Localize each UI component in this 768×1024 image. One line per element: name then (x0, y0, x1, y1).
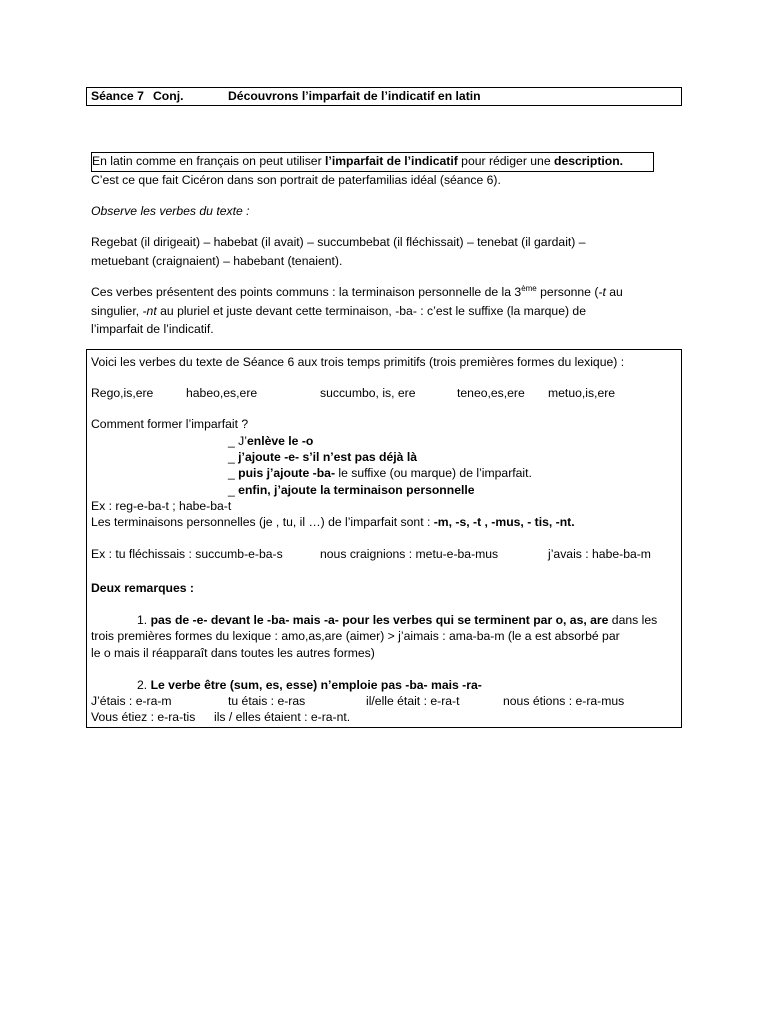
primitive-2: habeo,es,ere (186, 386, 258, 400)
etre-form-3: il/elle était : e-ra-t (366, 694, 460, 708)
example-1: Ex : reg-e-ba-t ; habe-ba-t (91, 499, 232, 513)
intro-line-1: En latin comme en français on peut utiliser l’imparfait de l’indicatif pour rédiger une description. (92, 154, 624, 168)
primitive-4: teneo,es,ere (457, 386, 525, 400)
common-line-2: singulier, -nt au pluriel et juste devant cette terminaison, -ba- : c’est le suffixe (la marque) de (91, 304, 586, 318)
step-2: _ j’ajoute -e- s’il n’est pas déjà là (228, 450, 417, 464)
common-line-3: l’imparfait de l’indicatif. (91, 322, 214, 336)
intro-line-2: C’est ce que fait Cicéron dans son portrait de paterfamilias idéal (séance 6). (91, 173, 501, 187)
remark-1-line-1: 1. pas de -e- devant le -ba- mais -a- pour les verbes qui se terminent par o, as, are dans les (137, 613, 658, 627)
page-title: Découvrons l’imparfait de l’indicatif en latin (228, 89, 481, 103)
step-4: _ enfin, j’ajoute la terminaison personnelle (228, 483, 475, 497)
lesson-box (86, 349, 682, 728)
etre-form-1: J’étais : e-ra-m (91, 694, 172, 708)
verbs-line-1: Regebat (il dirigeait) – habebat (il avait) – succumbebat (il fléchissait) – tenebat (il gardait) – (91, 235, 586, 249)
primitive-1: Rego,is,ere (91, 386, 154, 400)
primitive-intro: Voici les verbes du texte de Séance 6 aux trois temps primitifs (trois premières formes du lexique) : (91, 355, 625, 369)
subject-label: Conj. (153, 89, 184, 103)
etre-form-5: Vous étiez : e-ra-tis (91, 710, 196, 724)
verbs-line-2: metuebant (craignaient) – habebant (tenaient). (91, 254, 343, 268)
etre-form-4: nous étions : e-ra-mus (503, 694, 625, 708)
endings-line: Les terminaisons personnelles (je , tu, il …) de l’imparfait sont : -m, -s, -t , -mus, - tis, -nt. (91, 515, 575, 529)
remark-1-line-3: le o mais il réapparaît dans toutes les autres formes) (91, 646, 375, 660)
common-line-1: Ces verbes présentent des points communs : la terminaison personnelle de la 3ème personne (-t au (91, 284, 623, 299)
remarks-heading: Deux remarques : (91, 581, 194, 595)
step-1: _ J’enlève le -o (228, 434, 314, 448)
example-2a: Ex : tu fléchissais : succumb-e-ba-s (91, 547, 283, 561)
etre-form-2: tu étais : e-ras (228, 694, 306, 708)
remark-2-line-1: 2. Le verbe être (sum, es, esse) n’emploie pas -ba- mais -ra- (137, 678, 482, 692)
how-to-heading: Comment former l’imparfait ? (91, 417, 249, 431)
example-2b: nous craignions : metu-e-ba-mus (320, 547, 499, 561)
observe-instruction: Observe les verbes du texte : (91, 204, 250, 218)
remark-1-line-2: trois premières formes du lexique : amo,as,are (aimer) > j’aimais : ama-ba-m (le a est absorbé par (91, 629, 620, 643)
step-3: _ puis j’ajoute -ba- le suffixe (ou marque) de l’imparfait. (228, 466, 532, 480)
primitive-5: metuo,is,ere (548, 386, 616, 400)
etre-form-6: ils / elles étaient : e-ra-nt. (214, 710, 351, 724)
primitive-3: succumbo, is, ere (320, 386, 416, 400)
example-2c: j’avais : habe-ba-m (548, 547, 651, 561)
session-label: Séance 7 (91, 89, 144, 103)
